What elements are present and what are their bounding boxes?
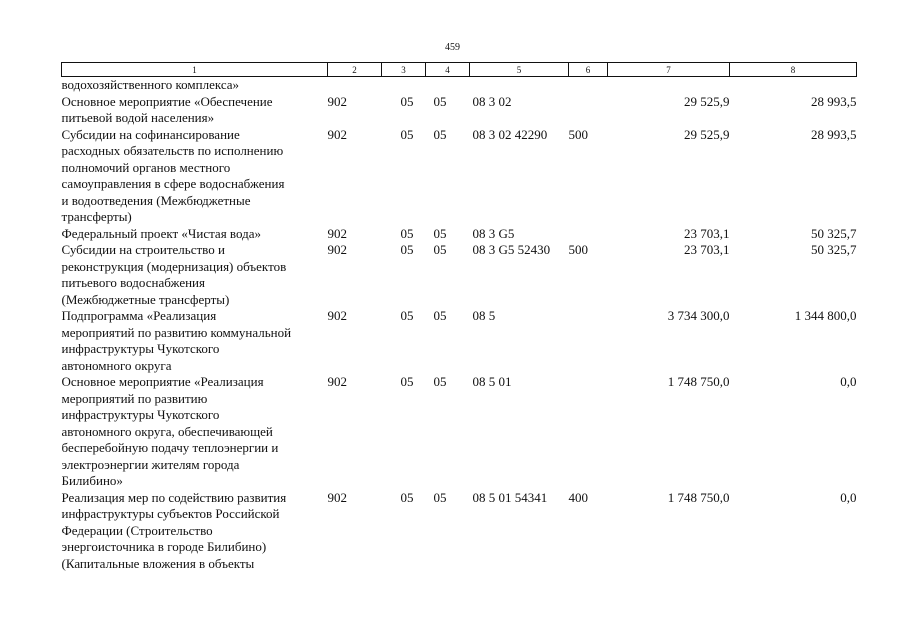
amount-year1-cell: 3 734 300,0	[667, 308, 730, 323]
row-name-cell	[62, 127, 328, 226]
row-name-line: питьевой водой населения»	[61, 110, 215, 125]
subsection-cell: 05	[433, 308, 447, 323]
expense-type-cell	[569, 77, 608, 94]
subsection-cell: 05	[433, 374, 447, 389]
target-article-cell: 08 3 G5 52430	[472, 242, 551, 257]
admin-code-cell: 902	[327, 374, 347, 389]
row-name-line: (Межбюджетные трансферты)	[61, 291, 230, 307]
expense-type-cell: 400	[568, 489, 588, 505]
row-name-cell	[62, 242, 328, 308]
amount-year1-cell: 1 748 750,0	[667, 489, 730, 505]
column-header: 2	[328, 63, 382, 77]
amount-year2-cell: 28 993,5	[811, 93, 857, 109]
expense-type-cell	[569, 226, 608, 243]
table-row	[62, 242, 857, 308]
row-name-line: (Капитальные вложения в объекты	[61, 555, 255, 571]
column-header: 4	[426, 63, 470, 77]
expense-type-cell	[569, 94, 608, 127]
admin-code-cell: 902	[327, 242, 347, 257]
row-name-line: мероприятий по развитию коммунальной	[61, 324, 292, 340]
amount-year1-cell: 29 525,9	[684, 93, 730, 109]
amount-year2-cell: 50 325,7	[811, 225, 857, 241]
column-header: 6	[569, 63, 608, 77]
subsection-cell	[426, 77, 470, 94]
subsection-cell: 05	[433, 126, 447, 142]
admin-code-cell	[328, 77, 382, 94]
row-name-line: бесперебойную подачу теплоэнергии и	[61, 440, 279, 455]
section-cell: 05	[400, 489, 414, 505]
amount-year1-cell: 23 703,1	[684, 225, 730, 241]
row-name-line: Федерации (Строительство	[61, 522, 213, 538]
target-article-cell: 08 5 01 54341	[472, 489, 548, 505]
expense-type-cell	[569, 374, 608, 490]
row-name-cell	[62, 226, 328, 243]
row-name-cell	[62, 490, 328, 573]
row-name-line: Субсидии на строительство и	[61, 242, 225, 257]
row-name-line: инфраструктуры субъектов Российской	[61, 506, 280, 521]
column-header: 7	[608, 63, 730, 77]
row-name-line: инфраструктуры Чукотского	[61, 407, 220, 422]
table-row	[62, 127, 857, 226]
target-article-cell: 08 3 02 42290	[472, 126, 548, 142]
row-name-line: электроэнергии жителям города	[61, 456, 240, 472]
column-header: 3	[382, 63, 426, 77]
column-header: 1	[62, 63, 328, 77]
subsection-cell: 05	[433, 93, 447, 109]
row-name-line: Федеральный проект «Чистая вода»	[61, 225, 261, 241]
amount-year1-cell: 29 525,9	[684, 126, 730, 142]
column-number-row	[62, 63, 857, 77]
amount-year2-cell: 0,0	[840, 374, 857, 389]
expense-type-cell: 500	[568, 242, 588, 257]
target-article-cell: 08 5	[472, 308, 496, 323]
row-name-line: питьевого водоснабжения	[61, 275, 205, 290]
section-cell: 05	[400, 126, 414, 142]
section-cell: 05	[400, 242, 414, 257]
amount-year2-cell: 28 993,5	[811, 126, 857, 142]
row-name-line: реконструкция (модернизация) объектов	[61, 258, 287, 274]
section-cell: 05	[400, 308, 414, 323]
table-row	[62, 77, 857, 94]
amount-year2-cell: 0,0	[840, 489, 857, 505]
subsection-cell: 05	[433, 242, 447, 257]
row-name-line: инфраструктуры Чукотского	[61, 341, 220, 356]
admin-code-cell: 902	[327, 489, 347, 505]
admin-code-cell: 902	[327, 93, 347, 109]
section-cell: 05	[400, 225, 414, 241]
amount-year2-cell	[730, 77, 857, 94]
column-header: 5	[470, 63, 569, 77]
row-name-cell	[62, 374, 328, 490]
row-name-line: энергоисточника в городе Билибино)	[61, 539, 267, 554]
table-row	[62, 226, 857, 243]
row-name-line: расходных обязательств по исполнению	[61, 143, 284, 158]
column-header: 8	[730, 63, 857, 77]
admin-code-cell: 902	[327, 308, 347, 323]
expense-type-cell	[569, 308, 608, 374]
amount-year1-cell: 1 748 750,0	[667, 374, 730, 389]
row-name-cell	[62, 308, 328, 374]
table-row	[62, 94, 857, 127]
row-name-line: мероприятий по развитию	[61, 390, 208, 406]
expense-type-cell: 500	[568, 126, 588, 142]
target-article-cell: 08 3 02	[472, 93, 512, 109]
page-number: 459	[445, 42, 460, 53]
row-name-line: Билибино»	[61, 473, 123, 488]
row-name-cell	[62, 94, 328, 127]
amount-year2-cell: 1 344 800,0	[794, 308, 857, 323]
subsection-cell: 05	[433, 489, 447, 505]
target-article-cell	[470, 77, 569, 94]
row-name-line: полномочий органов местного	[61, 159, 231, 175]
row-name-line: трансферты)	[61, 209, 132, 224]
table-row	[62, 308, 857, 374]
target-article-cell: 08 5 01	[472, 374, 512, 389]
table-row	[62, 490, 857, 573]
section-cell: 05	[400, 93, 414, 109]
target-article-cell: 08 3 G5	[472, 225, 515, 241]
admin-code-cell: 902	[327, 126, 347, 142]
row-name-line: Субсидии на софинансирование	[61, 126, 240, 142]
amount-year2-cell: 50 325,7	[811, 242, 857, 257]
row-name-line: Основное мероприятие «Обеспечение	[61, 93, 273, 109]
row-name-line: автономного округа, обеспечивающей	[61, 423, 273, 439]
subsection-cell: 05	[433, 225, 447, 241]
amount-year1-cell	[608, 77, 730, 94]
row-name-line: самоуправления в сфере водоснабжения	[61, 176, 285, 191]
section-cell: 05	[400, 374, 414, 389]
row-name-line: и водоотведения (Межбюджетные	[61, 192, 251, 208]
budget-table	[61, 62, 857, 572]
row-name-line: Основное мероприятие «Реализация	[61, 374, 264, 389]
amount-year1-cell: 23 703,1	[684, 242, 730, 257]
row-name-cell	[62, 77, 328, 94]
table-row	[62, 374, 857, 490]
section-cell	[382, 77, 426, 94]
admin-code-cell: 902	[327, 225, 347, 241]
row-name-line: автономного округа	[61, 357, 172, 373]
row-name-line: Реализация мер по содействию развития	[61, 489, 287, 505]
row-name-line: водохозяйственного комплекса»	[61, 77, 240, 92]
row-name-line: Подпрограмма «Реализация	[61, 308, 217, 323]
